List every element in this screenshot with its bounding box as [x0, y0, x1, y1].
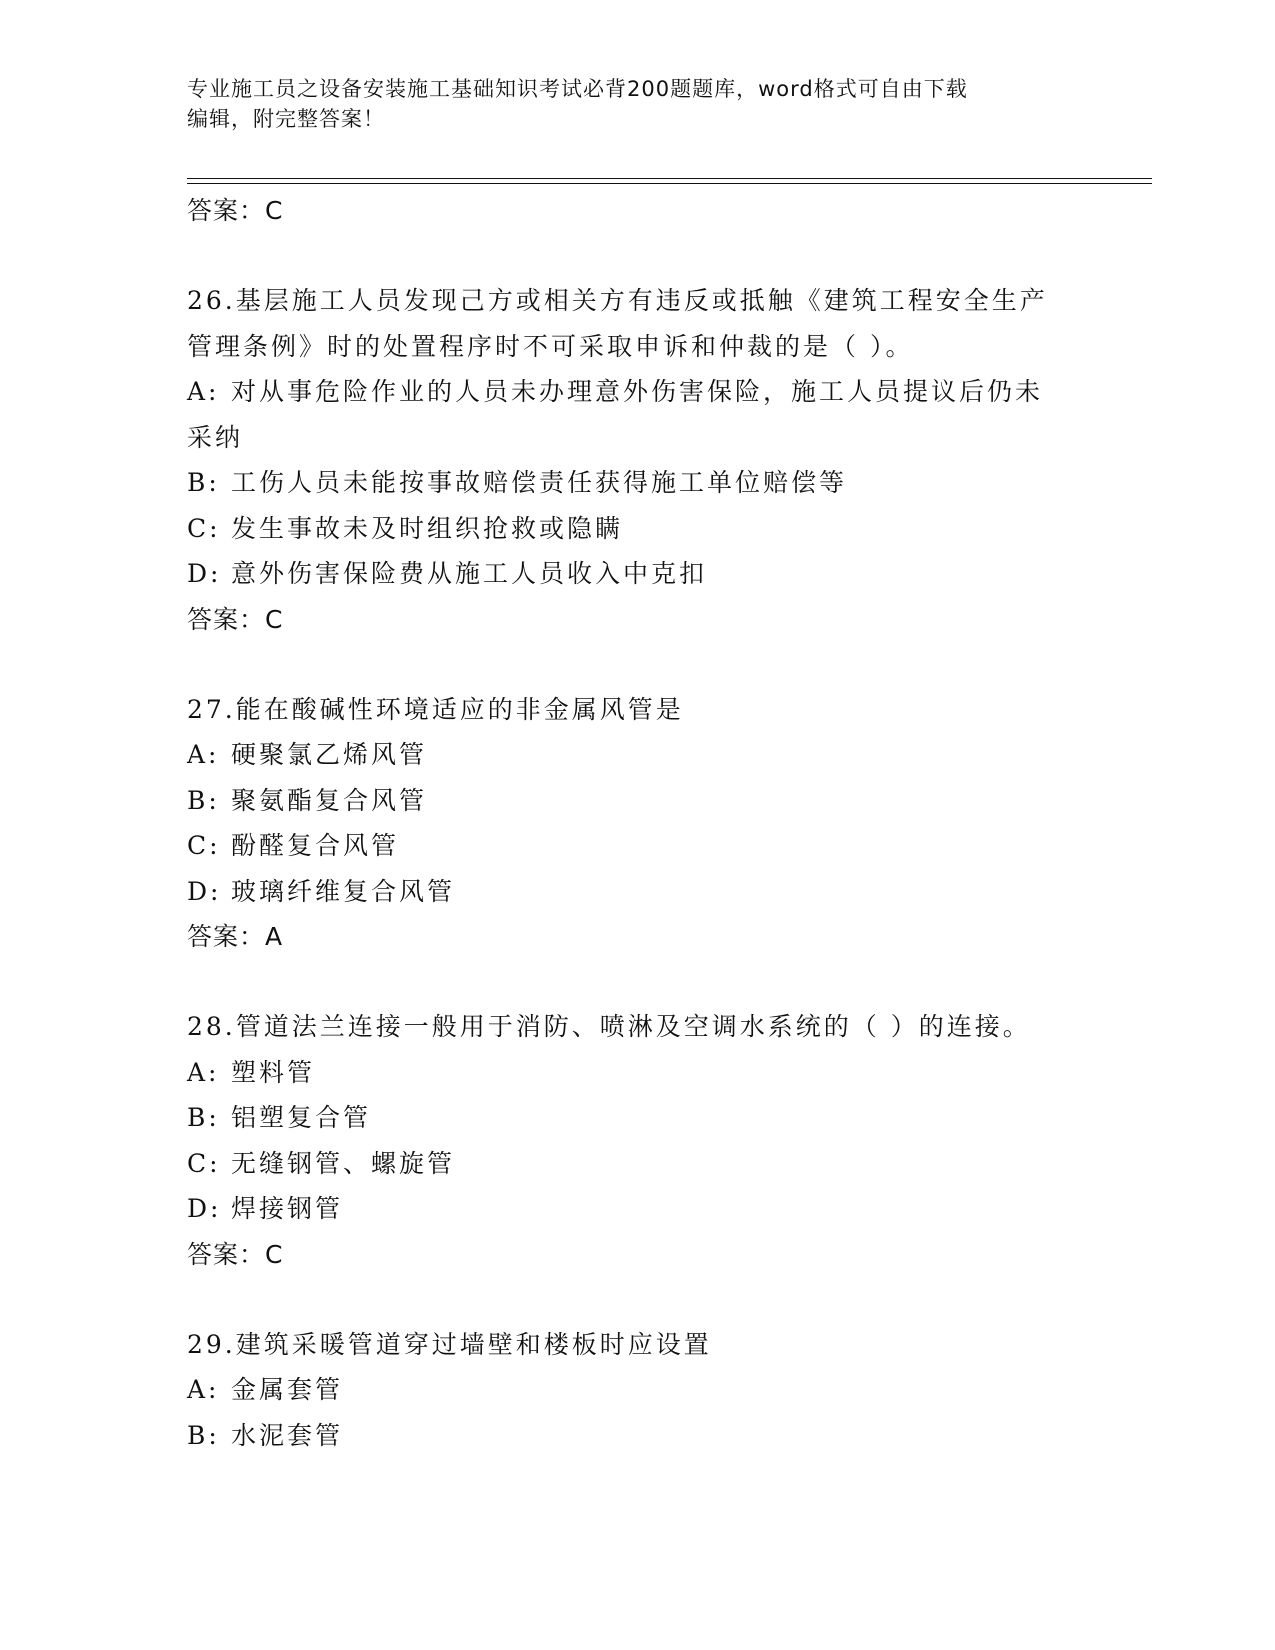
option-c	[187, 823, 1087, 869]
option-a	[187, 1367, 1087, 1413]
option-a	[187, 1050, 1087, 1096]
answer-value: C	[265, 1239, 284, 1269]
option-b	[187, 778, 1087, 824]
option-text: 对从事危险作业的人员未办理意外伤害保险，施工人员提议后仍未	[231, 377, 1044, 406]
option-key: A:	[187, 377, 220, 406]
document-body	[187, 188, 1087, 1458]
question-stem-line: 26.基层施工人员发现己方或相关方有违反或抵触《建筑工程安全生产	[187, 286, 1048, 315]
option-text: 发生事故未及时组织抢救或隐瞒	[231, 513, 624, 543]
option-key: D:	[187, 1194, 222, 1223]
answer-label: 答案：	[187, 1239, 266, 1269]
option-key: D:	[187, 876, 222, 906]
option-key: B:	[187, 1103, 220, 1132]
header-divider-bottom	[187, 183, 1152, 184]
option-text: 塑料管	[231, 1057, 316, 1087]
option-key: A:	[187, 740, 220, 769]
option-key: A:	[187, 1375, 220, 1404]
question-stem-line: 28.管道法兰连接一般用于消防、喷淋及空调水系统的（ ）的连接。	[187, 1012, 1031, 1041]
option-a-continued: 采纳	[187, 422, 244, 452]
option-key: B:	[187, 468, 220, 497]
option-d	[187, 551, 1087, 597]
option-text: 聚氨酯复合风管	[231, 785, 428, 815]
question-gap	[187, 643, 1087, 687]
question-29	[187, 1322, 1087, 1459]
answer-line	[187, 188, 1087, 234]
question-stem-line: 27.能在酸碱性环境适应的非金属风管是	[187, 694, 684, 724]
option-text: 硬聚氯乙烯风管	[231, 740, 428, 769]
option-text: 工伤人员未能按事故赔偿责任获得施工单位赔偿等	[231, 468, 848, 497]
question-26	[187, 278, 1087, 643]
answer-line	[187, 597, 1087, 643]
question-gap	[187, 960, 1087, 1004]
option-c	[187, 506, 1087, 552]
option-text: 玻璃纤维复合风管	[231, 876, 456, 906]
answer-line	[187, 1232, 1087, 1278]
header-line-1: 专业施工员之设备安装施工基础知识考试必背200题题库，word格式可自由下载	[187, 77, 968, 101]
answer-value: C	[265, 604, 284, 634]
option-b	[187, 1413, 1087, 1459]
option-key: B:	[187, 1420, 220, 1450]
option-text: 水泥套管	[231, 1420, 344, 1450]
header-line-2: 编辑，附完整答案！	[187, 107, 385, 131]
answer-value: A	[265, 922, 284, 951]
option-key: B:	[187, 785, 220, 815]
option-key: A:	[187, 1057, 220, 1087]
option-text: 无缝钢管、螺旋管	[231, 1148, 456, 1178]
option-b	[187, 460, 1087, 506]
question-gap	[187, 234, 1087, 278]
option-text: 金属套管	[231, 1375, 344, 1404]
option-key: C:	[187, 1148, 221, 1178]
answer-line	[187, 914, 1087, 960]
option-text: 铝塑复合管	[231, 1103, 372, 1132]
option-b	[187, 1095, 1087, 1141]
option-d	[187, 1186, 1087, 1232]
option-d	[187, 869, 1087, 915]
answer-label: 答案：	[187, 196, 266, 225]
option-text: 酚醛复合风管	[231, 831, 400, 860]
question-stem-line: 29.建筑采暖管道穿过墙壁和楼板时应设置	[187, 1329, 712, 1359]
document-header	[187, 74, 1067, 134]
option-key: C:	[187, 513, 221, 543]
answer-label: 答案：	[187, 922, 266, 951]
option-text: 焊接钢管	[231, 1194, 344, 1223]
option-a	[187, 732, 1087, 778]
answer-value: C	[265, 196, 284, 225]
option-key: C:	[187, 831, 221, 860]
question-stem-line: 管理条例》时的处置程序时不可采取申诉和仲裁的是（ ）。	[187, 331, 914, 361]
header-divider-top	[187, 178, 1152, 179]
answer-label: 答案：	[187, 604, 266, 634]
question-27	[187, 687, 1087, 961]
question-28	[187, 1004, 1087, 1278]
option-a	[187, 369, 1087, 415]
option-text: 意外伤害保险费从施工人员收入中克扣	[231, 559, 708, 588]
option-c	[187, 1141, 1087, 1187]
question-gap	[187, 1278, 1087, 1322]
option-key: D:	[187, 559, 222, 588]
